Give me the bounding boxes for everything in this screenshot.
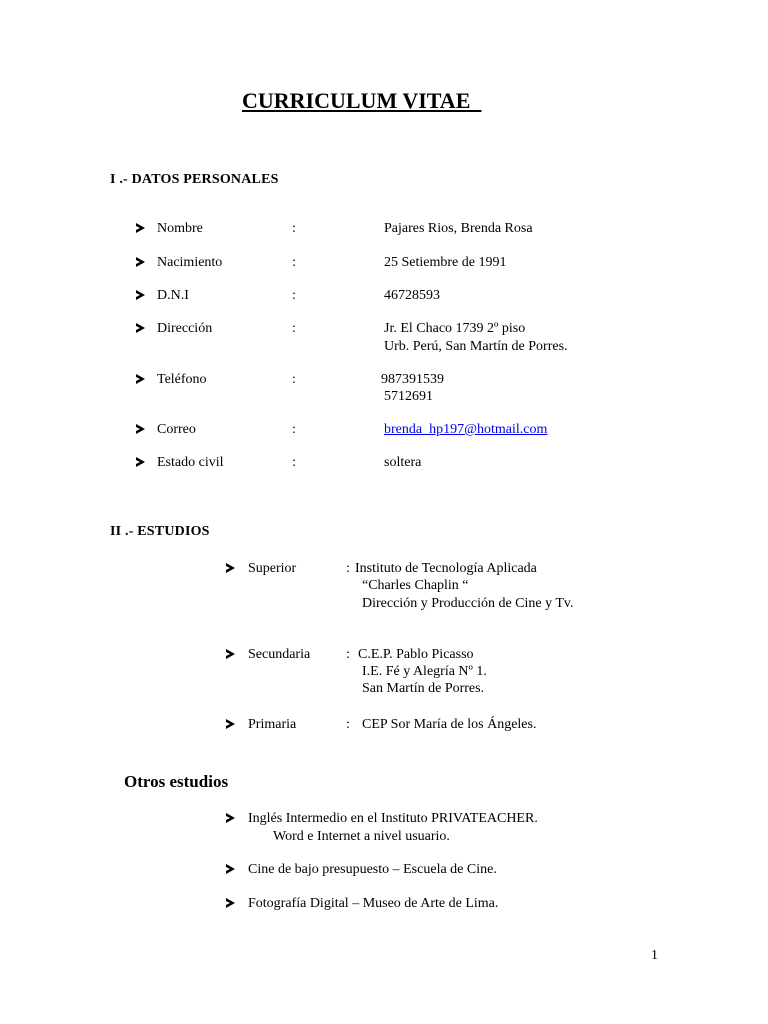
field-separator: : — [292, 321, 296, 336]
field-separator: : — [292, 221, 296, 236]
study-value-primaria: CEP Sor María de los Ángeles. — [362, 717, 537, 732]
field-separator: : — [346, 561, 350, 576]
arrow-bullet-icon — [226, 898, 235, 908]
field-value-nombre: Pajares Rios, Brenda Rosa — [384, 221, 533, 236]
arrow-bullet-icon — [136, 424, 145, 434]
other-study-item-1-line1: Inglés Intermedio en el Instituto PRIVATEACHER. — [248, 811, 538, 826]
arrow-bullet-icon — [226, 649, 235, 659]
field-value-direccion-line2: Urb. Perú, San Martín de Porres. — [384, 339, 568, 354]
field-label-direccion: Dirección — [157, 321, 213, 336]
field-value-nacimiento: 25 Setiembre de 1991 — [384, 255, 507, 270]
field-separator: : — [292, 372, 296, 387]
study-value-superior-line2: “Charles Chaplin “ — [362, 578, 469, 593]
field-separator: : — [292, 422, 296, 437]
arrow-bullet-icon — [136, 323, 145, 333]
other-study-item-1-line2: Word e Internet a nivel usuario. — [273, 829, 450, 844]
section-heading-personal: I .- DATOS PERSONALES — [110, 172, 279, 187]
arrow-bullet-icon — [136, 257, 145, 267]
field-label-correo: Correo — [157, 422, 196, 437]
page-number: 1 — [651, 948, 658, 963]
page-title: CURRICULUM VITAE — [242, 88, 482, 113]
field-label-nacimiento: Nacimiento — [157, 255, 223, 270]
field-separator: : — [346, 647, 350, 662]
field-value-telefono-line1: 987391539 — [381, 372, 444, 387]
section-heading-studies: II .- ESTUDIOS — [110, 524, 210, 539]
field-label-telefono: Teléfono — [157, 372, 207, 387]
other-studies-heading: Otros estudios — [124, 772, 229, 791]
study-value-superior-line1: Instituto de Tecnología Aplicada — [355, 561, 537, 576]
field-label-nombre: Nombre — [157, 221, 203, 236]
study-value-superior-line3: Dirección y Producción de Cine y Tv. — [362, 596, 574, 611]
arrow-bullet-icon — [226, 563, 235, 573]
study-label-superior: Superior — [248, 561, 297, 576]
other-study-item-3: Fotografía Digital – Museo de Arte de Lima. — [248, 896, 499, 911]
study-label-primaria: Primaria — [248, 717, 297, 732]
field-value-estado-civil: soltera — [384, 455, 422, 470]
field-separator: : — [292, 288, 296, 303]
arrow-bullet-icon — [136, 457, 145, 467]
arrow-bullet-icon — [226, 864, 235, 874]
field-separator: : — [292, 255, 296, 270]
arrow-bullet-icon — [136, 223, 145, 233]
arrow-bullet-icon — [136, 374, 145, 384]
field-value-dni: 46728593 — [384, 288, 440, 303]
field-separator: : — [292, 455, 296, 470]
email-link[interactable]: brenda_hp197@hotmail.com — [384, 422, 548, 437]
study-value-secundaria-line1: C.E.P. Pablo Picasso — [358, 647, 474, 662]
study-label-secundaria: Secundaria — [248, 647, 311, 662]
study-value-secundaria-line2: I.E. Fé y Alegría Nº 1. — [362, 664, 487, 679]
arrow-bullet-icon — [226, 813, 235, 823]
study-value-secundaria-line3: San Martín de Porres. — [362, 681, 485, 696]
field-value-telefono-line2: 5712691 — [384, 389, 433, 404]
arrow-bullet-icon — [226, 719, 235, 729]
field-label-estado-civil: Estado civil — [157, 455, 224, 470]
field-value-direccion-line1: Jr. El Chaco 1739 2º piso — [384, 321, 526, 336]
other-study-item-2: Cine de bajo presupuesto – Escuela de Cine. — [248, 862, 497, 877]
field-label-dni: D.N.I — [157, 288, 189, 303]
arrow-bullet-icon — [136, 290, 145, 300]
field-separator: : — [346, 717, 350, 732]
